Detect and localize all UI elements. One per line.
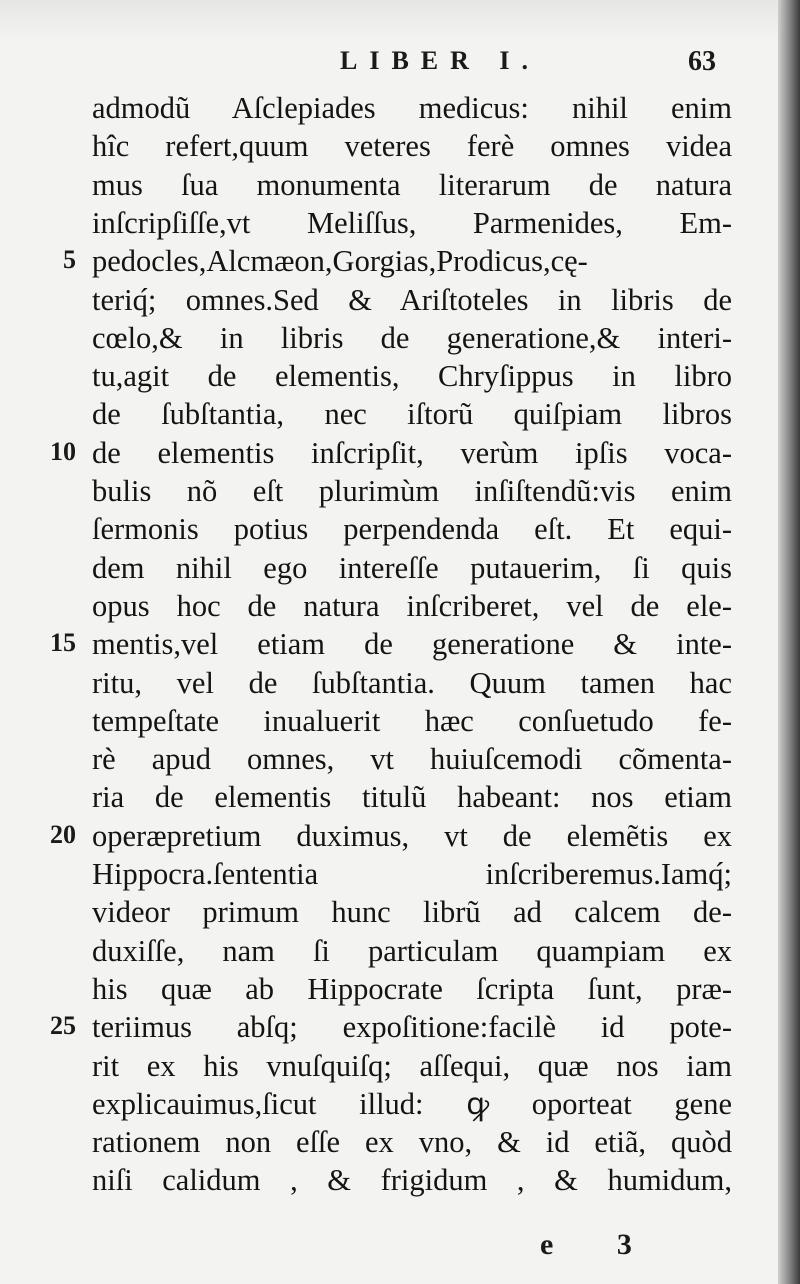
margin-line-number: 15 [50,628,76,658]
signature-mark: e 3 [540,1228,660,1261]
text-line: tempeſtate inualuerit hæc conſuetudo fe- [92,703,732,738]
text-line: rè apud omnes, vt huiuſcemodi cõmenta- [92,742,732,777]
scan-top-shading [0,0,800,40]
text-line: mentis,vel etiam de generatione & inte- [92,627,732,662]
margin-line-number: 20 [50,819,76,849]
margin-line-number: 5 [63,245,76,275]
running-head [0,40,800,90]
text-line: operæpretium duximus, vt de elemẽtis ex [92,818,732,853]
page-edge-shadow [778,0,800,1284]
margin-line-number: 25 [50,1011,76,1041]
text-line: rit ex his vnuſquiſq; aſſequi, quæ nos iam [92,1048,732,1083]
text-line: opus hoc de natura inſcriberet, vel de ele- [92,588,732,623]
text-line: ria de elementis titulũ habeant: nos etiam [92,780,732,815]
text-line: his quæ ab Hippocrate ſcripta ſunt, præ- [92,971,732,1006]
text-line: videor primum hunc librũ ad calcem de- [92,895,732,930]
text-line: teriimus abſq; expoſitione:facilè id pote- [92,1010,732,1045]
text-line: ritu, vel de ſubſtantia. Quum tamen hac [92,665,732,700]
text-line: rationem non eſſe ex vno, & id etiã, quòd [92,1125,732,1160]
text-line: explicauimus,ſicut illud: ꝙ oporteat gene [92,1086,732,1121]
text-line: ſermonis potius perpendenda eſt. Et equi- [92,512,732,547]
running-head-title: LIBER I. [340,46,541,75]
text-line: de ſubſtantia, nec iſtorũ quiſpiam libros [92,397,732,432]
text-line: Hippocra.ſententia inſcriberemus.Iamq́; [92,857,732,891]
text-line: duxiſſe, nam ſi particulam quampiam ex [92,933,732,968]
text-line: de elementis inſcripſit, verùm ipſis voca- [92,435,732,470]
text-line: tu,agit de elementis, Chryſippus in libro [92,359,732,394]
text-line: admodũ Aſclepiades medicus: nihil enim [92,91,732,125]
margin-line-number: 10 [50,436,76,466]
text-line: cœlo,& in libris de generatione,& interi- [92,320,732,355]
text-line: mus ſua monumenta literarum de natura [92,167,732,202]
text-line: niſi calidum , & frigidum , & humidum, [92,1163,732,1198]
text-line: teriq́; omnes.Sed & Ariſtoteles in libris de [92,282,732,317]
text-line: hîc refert,quum veteres ferè omnes videa [92,129,732,164]
text-line: inſcripſiſſe,vt Meliſſus, Parmenides, Em- [92,205,732,240]
text-line: bulis nõ eſt plurimùm inſiſtendũ:vis enim [92,474,732,508]
text-line: dem nihil ego intereſſe putauerim, ſi quis [92,550,732,585]
text-line: pedocles,Alcmæon,Gorgias,Prodicus,cę- [92,244,588,279]
page-number: 63 [688,46,716,77]
